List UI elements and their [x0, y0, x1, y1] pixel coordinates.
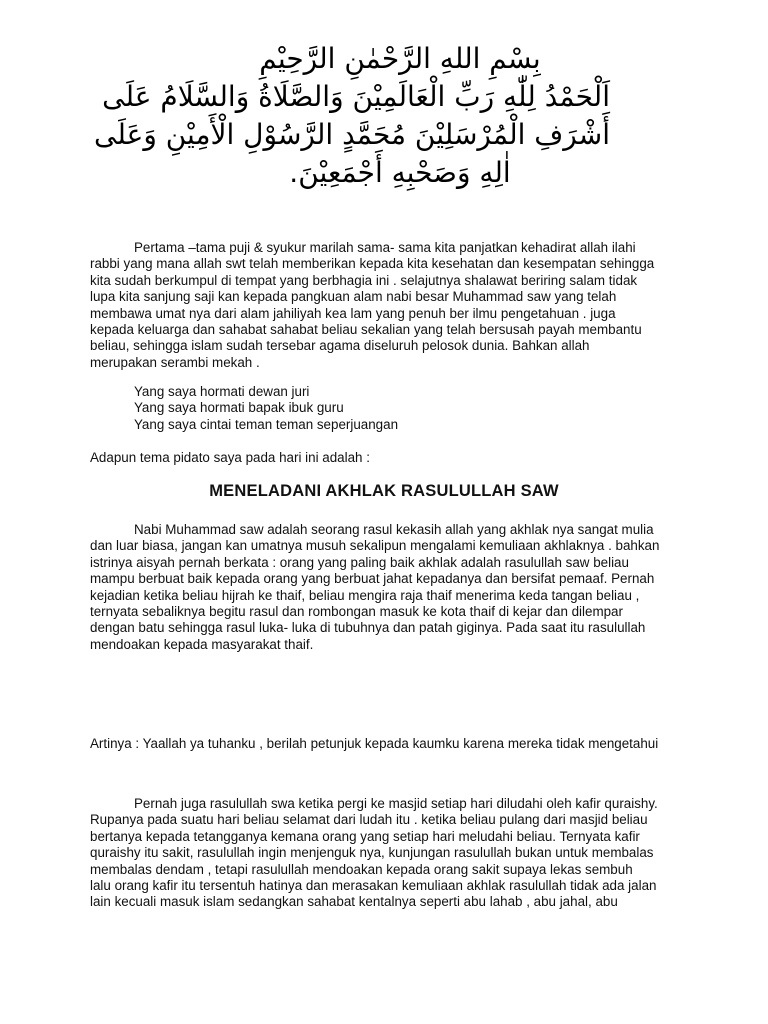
text-line: Pertama –tama puji & syukur marilah sama- sama kita panjatkan kehadirat allah ilahi [134, 240, 636, 255]
artinya-line: Artinya : Yaallah ya tuhanku , berilah petunjuk kepada kaumku karena mereka tidak mengetahui [90, 736, 659, 751]
text-line: quraishy itu sakit, rasulullah ingin menjenguk nya, kunjungan rasulullah bukan untuk membalas [90, 845, 654, 861]
text-line: kita sudah berkumpul di tempat yang berbhagia ini . selajutnya shalawat beriring salam tidak [90, 272, 638, 288]
text-line: mendoakan kepada masyarakat thaif. [90, 636, 314, 652]
text-line: dengan batu sehingga rasul luka- luka di tubuhnya dan patah giginya. Pada saat itu rasulullah [90, 620, 646, 636]
arabic-line: بِسْمِ اللهِ الرَّحْمٰنِ الرَّحِيْمِ [259, 42, 541, 75]
text-line: dan luar biasa, jangan kan umatnya musuh sekalipun mengalami kemuliaan akhlaknya . bahkan [90, 538, 660, 554]
text-line: kejadian ketika beliau hijrah ke thaif, beliau mengira raja thaif menerima keda tangan beliau , [90, 587, 640, 603]
text-line: mampu berbuat baik kepada orang yang berbuat jahat kepadanya dan bersifat pemaaf. Pernah [90, 571, 655, 587]
arabic-line: اٰلِهِ وَصَحْبِهِ أَجْمَعِيْنَ. [289, 156, 511, 189]
text-line: lalu orang kafir itu tersentuh hatinya dan merasakan kemuliaan akhlak rasulullah tidak ada jalan [90, 878, 657, 894]
arabic-line: أَشْرَفِ الْمُرْسَلِيْنَ مُحَمَّدٍ الرَّسُوْلِ الْأَمِيْنِ وَعَلَى [94, 118, 610, 151]
greeting-line: Yang saya cintai teman teman seperjuangan [134, 416, 399, 432]
text-line: membawa umat nya dari alam jahiliyah kea lam yang penuh ber ilmu pengetahuan . juga [90, 305, 616, 321]
speech-title: MENELADANI AKHLAK RASULULLAH SAW [209, 482, 559, 500]
greetings-list [134, 384, 398, 433]
arabic-line: اَلْحَمْدُ لِلّٰهِ رَبِّ الْعَالَمِيْنَ وَالصَّلَاةُ وَالسَّلَامُ عَلَى [102, 80, 610, 113]
text-line: istrinya aisyah pernah berkata : orang yang paling baik akhlak adalah rasulullah saw beliau [90, 554, 629, 570]
text-line: ternyata sebaliknya begitu rasul dan rombongan masuk ke kota thaif di kejar dan dilempar [90, 604, 623, 620]
text-line: Nabi Muhammad saw adalah seorang rasul kekasih allah yang akhlak nya sangat mulia [134, 522, 654, 537]
text-line: Pernah juga rasulullah swa ketika pergi ke masjid setiap hari diludahi oleh kafir quraishy. [134, 796, 658, 811]
text-line: kepada keluarga dan sahabat sahabat beliau sekalian yang telah bersusah payah membantu [90, 322, 642, 338]
theme-intro: Adapun tema pidato saya pada hari ini adalah : [90, 450, 370, 465]
text-line: membalas dendam , tetapi rasulullah mendoakan kepada orang sakit supaya lekas sembuh [90, 861, 633, 877]
text-line: lupa kita sanjung saji kan kepada pangkuan alam nabi besar Muhammad saw yang telah [90, 289, 617, 305]
paragraph-2 [90, 796, 690, 911]
text-line: rabbi yang mana allah swt telah memberikan kepada kita kesehatan dan kesempatan sehingga [90, 256, 655, 272]
intro-paragraph [90, 240, 690, 371]
text-line: merupakan serambi mekah . [90, 354, 260, 370]
greeting-line: Yang saya hormati dewan juri [134, 384, 310, 399]
text-line: lain kecuali masuk islam sedangkan sahabat kentalnya seperti abu lahab , abu jahal, abu [90, 894, 618, 910]
arabic-opening [94, 40, 610, 192]
greeting-line: Yang saya hormati bapak ibuk guru [134, 400, 344, 416]
text-line: beliau, sehingga islam sudah tersebar agama diseluruh pelosok dunia. Bahkan allah [90, 338, 590, 354]
text-line: Rupanya pada suatu hari beliau selamat dari ludah itu . ketika beliau pulang dari masjid beliau [90, 812, 648, 828]
text-line: bertanya kepada tetangganya kemana orang yang setiap hari meludahi beliau. Ternyata kafir [90, 828, 640, 844]
paragraph-1 [90, 522, 690, 653]
